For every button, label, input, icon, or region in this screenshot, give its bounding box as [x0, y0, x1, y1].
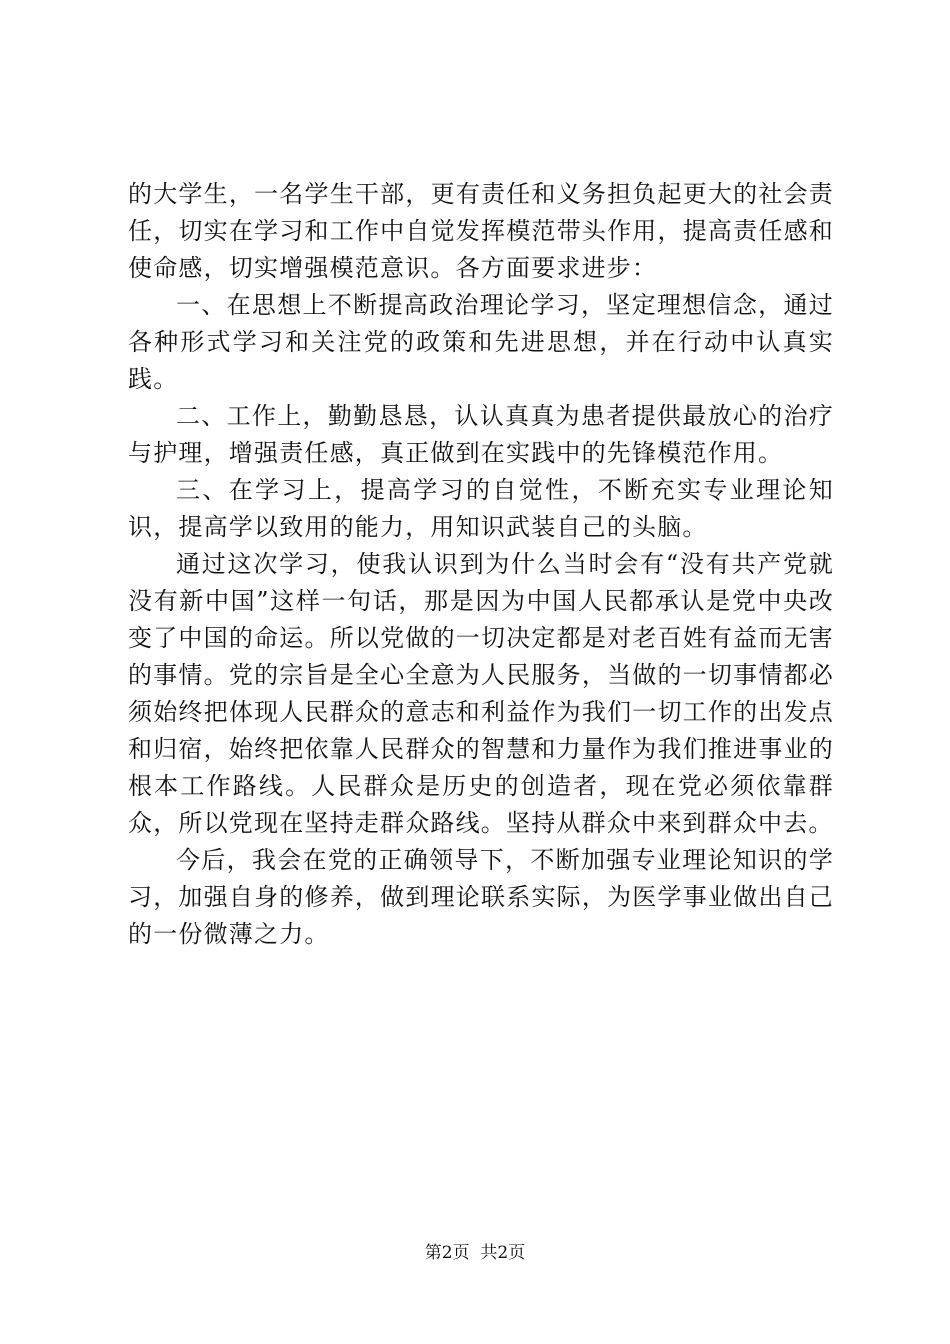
page-number-label: 第2页 共2页: [424, 1243, 526, 1263]
paragraph-point-two: 二、工作上，勤勤恳恳，认认真真为患者提供最放心的治疗与护理，增强责任感，真正做到在实践中的先锋模范作用。: [128, 402, 834, 467]
page-footer: [0, 1242, 950, 1264]
paragraph-conclusion: 今后，我会在党的正确领导下，不断加强专业理论知识的学习，加强自身的修养，做到理论联系实际，为医学事业做出自己的一份微薄之力。: [128, 846, 834, 948]
paragraph-point-one: 一、在思想上不断提高政治理论学习，坚定理想信念，通过各种形式学习和关注党的政策和先进思想，并在行动中认真实践。: [128, 291, 834, 393]
document-body: [128, 176, 834, 953]
paragraph-point-three: 三、在学习上，提高学习的自觉性，不断充实专业理论知识，提高学以致用的能力，用知识武装自己的头脑。: [128, 476, 834, 541]
paragraph-continuation: 的大学生，一名学生干部，更有责任和义务担负起更大的社会责任，切实在学习和工作中自觉发挥模范带头作用，提高责任感和使命感，切实增强模范意识。各方面要求进步：: [128, 180, 834, 282]
paragraph-reflection: 通过这次学习，使我认识到为什么当时会有“没有共产党就没有新中国”这样一句话，那是因为中国人民都承认是党中央改变了中国的命运。所以党做的一切决定都是对老百姓有益而无害的事情。党的宗旨是全心全意为人民服务，当做的一切事情都必须始终把体现人民群众的意志和利益作为我们一切工作的出发点和归宿，始终把依靠人民群众的智慧和力量作为我们推进事业的根本工作路线。人民群众是历史的创造者，现在党必须依靠群众，所以党现在坚持走群众路线。坚持从群众中来到群众中去。: [128, 550, 834, 837]
